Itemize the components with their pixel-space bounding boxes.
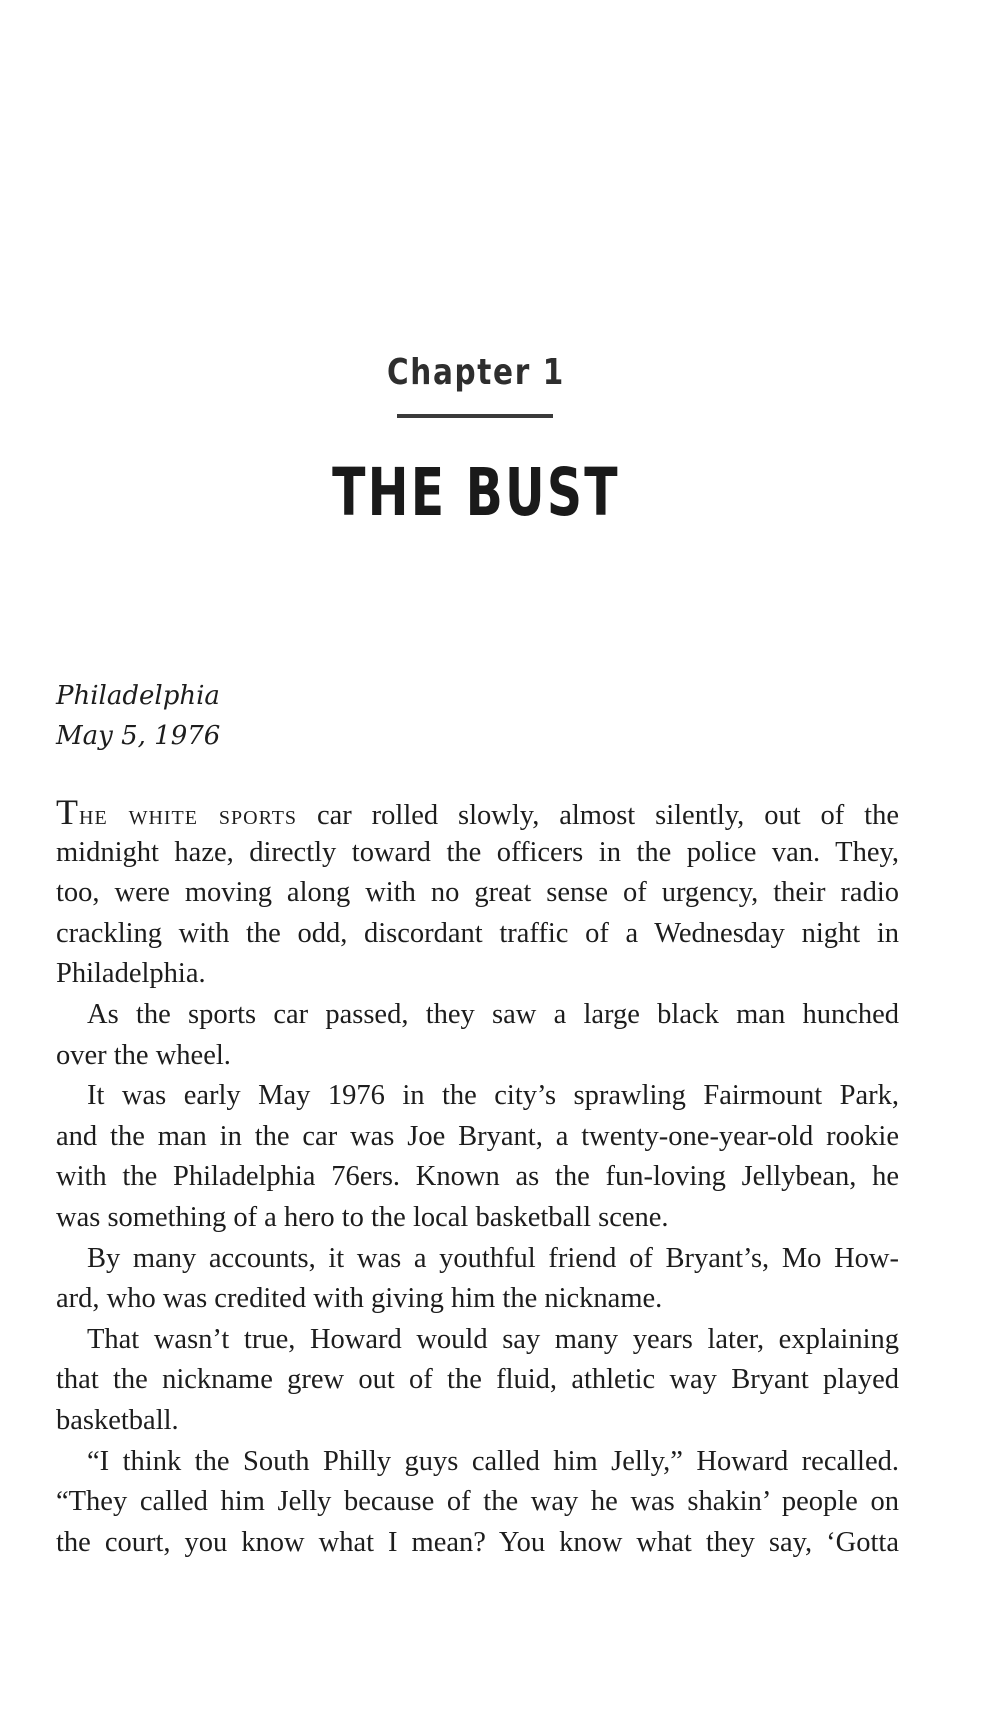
text-line: and the man in the car was Joe Bryant, a twenty-one-year-old rookie [56, 1120, 899, 1152]
text-line: “They called him Jelly because of the way he was shakin’ people on [56, 1486, 899, 1518]
opening-small-caps: he white sports [79, 800, 298, 831]
text-line [56, 792, 899, 833]
text-line: “I think the South Philly guys called him Jelly,” Howard recalled. [87, 1445, 899, 1477]
dateline [56, 676, 220, 756]
text-line: crackling with the odd, discordant traffic of a Wednesday night in [56, 917, 899, 949]
text-line: As the sports car passed, they saw a large black man hunched [87, 998, 899, 1030]
dateline-place: Philadelphia [56, 681, 220, 711]
body-text [56, 792, 899, 1563]
chapter-divider [397, 414, 553, 418]
line-text: car rolled slowly, almost silently, out of the [297, 800, 899, 831]
opening-words [56, 792, 298, 832]
text-line: over the wheel. [56, 1039, 231, 1071]
chapter-title: THE BUST [332, 454, 620, 531]
text-line: the court, you know what I mean? You know what they say, ‘Gotta [56, 1526, 899, 1558]
text-line: ard, who was credited with giving him the nickname. [56, 1283, 663, 1315]
text-line: It was early May 1976 in the city’s sprawling Fairmount Park, [87, 1080, 899, 1112]
text-line: That wasn’t true, Howard would say many years later, explaining [87, 1323, 899, 1355]
text-line: that the nickname grew out of the fluid, athletic way Bryant played [56, 1364, 899, 1396]
text-line: too, were moving along with no great sense of urgency, their radio [56, 877, 899, 909]
text-line: Philadelphia. [56, 958, 206, 990]
text-line: was something of a hero to the local basketball scene. [56, 1201, 669, 1233]
text-line: basketball. [56, 1404, 179, 1436]
text-line: with the Philadelphia 76ers. Known as the fun-loving Jellybean, he [56, 1161, 899, 1193]
dateline-date: May 5, 1976 [56, 721, 221, 751]
chapter-label: Chapter 1 [386, 352, 565, 393]
text-line: By many accounts, it was a youthful friend of Bryant’s, Mo How- [87, 1242, 899, 1274]
drop-cap: T [56, 792, 79, 832]
text-line: midnight haze, directly toward the officers in the police van. They, [56, 836, 899, 868]
